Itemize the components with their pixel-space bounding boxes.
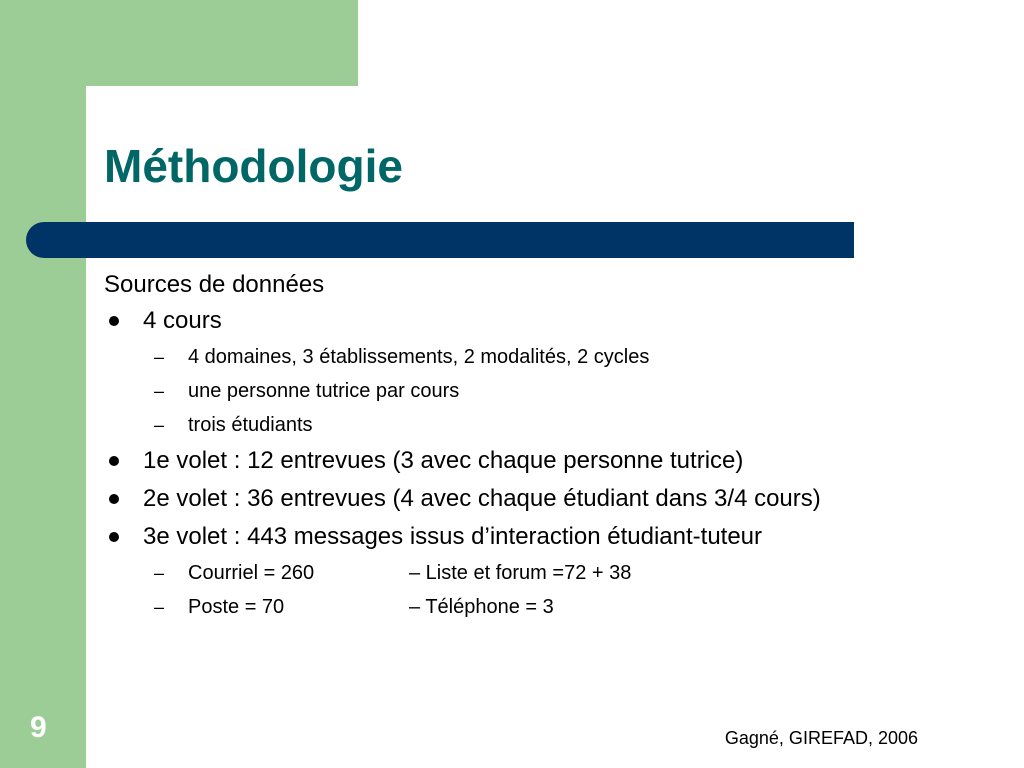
slide-title: Méthodologie bbox=[104, 140, 403, 192]
slide-content bbox=[104, 268, 1004, 624]
dash-icon: – bbox=[154, 563, 165, 583]
bullet-text: 2e volet : 36 entrevues (4 avec chaque étudiant dans 3/4 cours) bbox=[143, 485, 821, 512]
sub-bullet-item bbox=[104, 340, 1004, 374]
sub-bullet-text: une personne tutrice par cours bbox=[188, 380, 460, 402]
title-underline-bar bbox=[26, 222, 854, 258]
sub-bullet-text-left: Courriel = 260 bbox=[188, 562, 315, 584]
bullet-dot-icon bbox=[109, 456, 119, 466]
bullet-item bbox=[104, 480, 1004, 518]
bullet-dot-icon bbox=[109, 532, 119, 542]
dash-icon: – bbox=[154, 381, 165, 401]
bullet-text: 3e volet : 443 messages issus d’interaction étudiant-tuteur bbox=[143, 523, 763, 550]
sub-bullet-item bbox=[104, 374, 1004, 408]
dash-icon: – bbox=[154, 597, 165, 617]
sub-bullet-text: 4 domaines, 3 établissements, 2 modalités, 2 cycles bbox=[188, 346, 650, 368]
sub-bullet-text-right: – Liste et forum =72 + 38 bbox=[409, 562, 632, 584]
sub-bullet-text-left: Poste = 70 bbox=[188, 596, 285, 618]
sub-bullet-item bbox=[104, 408, 1004, 442]
dash-icon: – bbox=[154, 415, 165, 435]
sub-bullet-item bbox=[104, 590, 1004, 624]
sub-bullet-item bbox=[104, 556, 1004, 590]
sub-bullet-text-right: – Téléphone = 3 bbox=[409, 596, 554, 618]
green-side-band bbox=[0, 0, 86, 768]
footer-credit: Gagné, GIREFAD, 2006 bbox=[724, 728, 918, 748]
dash-icon: – bbox=[154, 347, 165, 367]
bullet-dot-icon bbox=[109, 316, 119, 326]
bullet-item bbox=[104, 518, 1004, 556]
bullet-dot-icon bbox=[109, 494, 119, 504]
bullet-item bbox=[104, 442, 1004, 480]
bullet-text: 1e volet : 12 entrevues (3 avec chaque personne tutrice) bbox=[143, 447, 744, 474]
bullet-item bbox=[104, 302, 1004, 340]
intro-text: Sources de données bbox=[104, 271, 325, 298]
page-number: 9 bbox=[30, 711, 47, 744]
bullet-text: 4 cours bbox=[143, 307, 222, 334]
green-top-band bbox=[0, 0, 358, 86]
sub-bullet-text: trois étudiants bbox=[188, 414, 313, 436]
